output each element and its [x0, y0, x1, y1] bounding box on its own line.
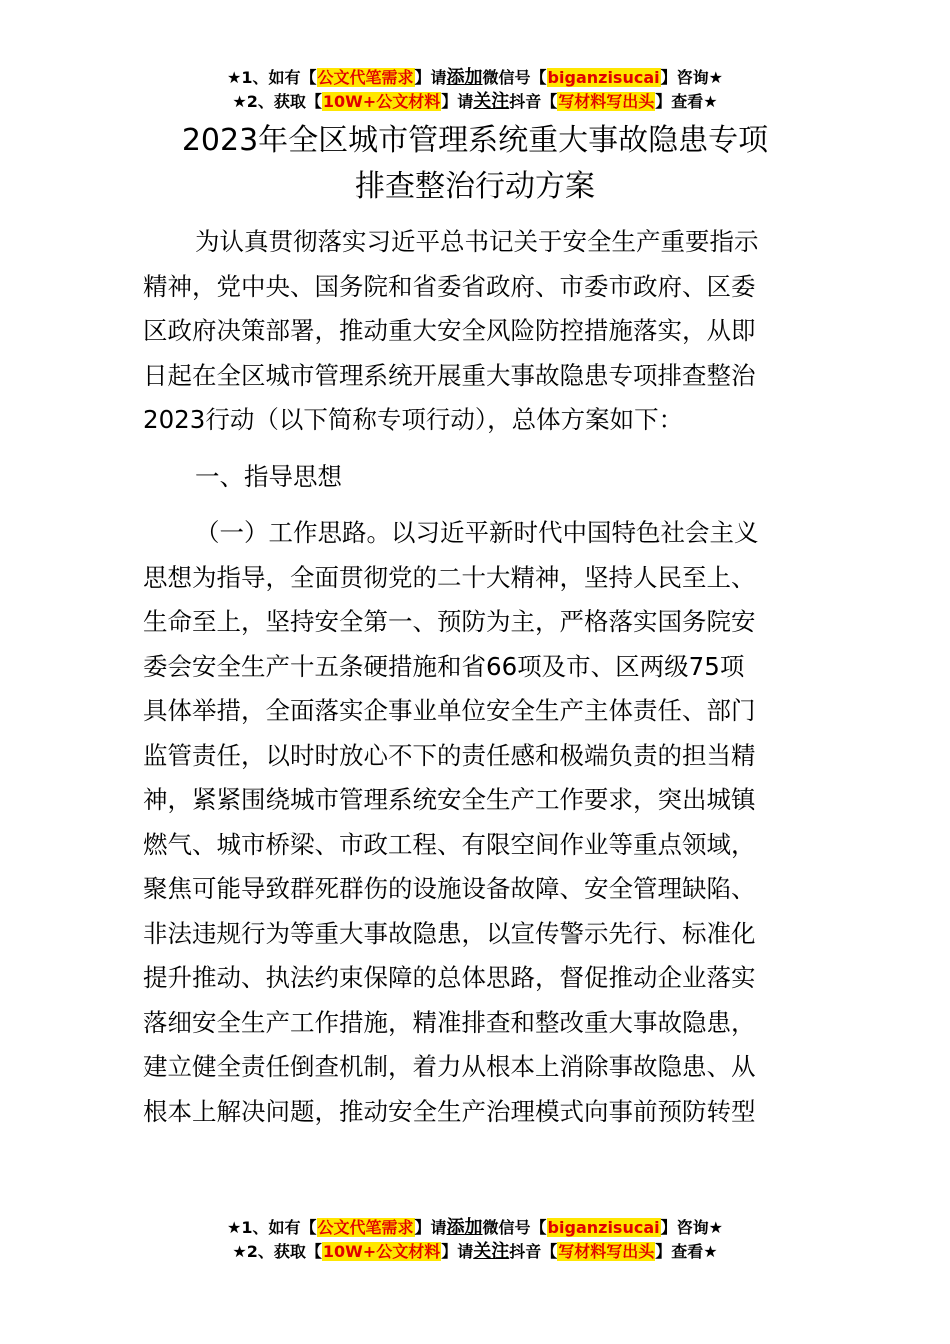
banner-highlight: 公文代笔需求: [317, 68, 414, 87]
paragraph-line: 提升推动、执法约束保障的总体思路，督促推动企业落实: [143, 963, 756, 992]
banner-highlight: 写材料写出头: [558, 1242, 655, 1261]
paragraph-line: 区政府决策部署，推动重大安全风险防控措施落实，从即: [143, 316, 756, 345]
banner-text: 抖音【: [509, 1242, 558, 1261]
section-heading: 一、指导思想: [195, 461, 342, 491]
spacer: [143, 499, 811, 511]
paragraph-line: 生命至上，坚持安全第一、预防为主，严格落实国务院安: [143, 607, 756, 636]
title-line-1: 2023年全区城市管理系统重大事故隐患专项: [181, 123, 769, 158]
banner-line-2: [0, 90, 950, 114]
paragraph-line: 思想为指导，全面贯彻党的二十大精神，坚持人民至上、: [143, 562, 756, 592]
banner-text: 微信号【: [482, 1218, 547, 1237]
paragraph-line: 聚焦可能导致群死群伤的设施设备故障、安全管理缺陷、: [143, 874, 756, 903]
paragraph-line: 落细安全生产工作措施，精准排查和整改重大事故隐患，: [143, 1007, 756, 1037]
banner-text: ★1、如有【: [227, 68, 317, 87]
paragraph-line: 建立健全责任倒查机制，着力从根本上消除事故隐患、从: [143, 1052, 756, 1081]
banner-highlight: 10W+公文材料: [322, 92, 441, 111]
banner-text: 】咨询★: [660, 68, 723, 87]
banner-text: 】请: [441, 1242, 474, 1261]
footer-banner: [0, 1216, 950, 1264]
title-line-2: 排查整治行动方案: [355, 169, 595, 204]
paragraph-line: 监管责任，以时时放心不下的责任感和极端负责的担当精: [143, 740, 756, 770]
banner-highlight: biganzisucai: [547, 68, 660, 87]
banner-text: ★1、如有【: [227, 1218, 317, 1237]
banner-text: 】请: [441, 92, 474, 111]
banner-highlight: 公文代笔需求: [317, 1218, 414, 1237]
banner-emphasis: 关注: [473, 1241, 510, 1262]
paragraph-line: 根本上解决问题，推动安全生产治理模式向事前预防转型: [143, 1096, 756, 1126]
spacer: [143, 443, 811, 455]
paragraph-line: （一）工作思路。以习近平新时代中国特色社会主义: [195, 518, 759, 547]
banner-highlight: 10W+公文材料: [322, 1242, 441, 1261]
banner-text: 】咨询★: [660, 1218, 723, 1237]
header-banner: [0, 66, 950, 114]
banner-text: 】请: [414, 1218, 447, 1237]
paragraph-line: 委会安全生产十五条硬措施和省66项及市、区两级75项: [143, 651, 745, 681]
paragraph-line: 神，紧紧围绕城市管理系统安全生产工作要求，突出城镇: [143, 785, 756, 814]
banner-text: 】请: [414, 68, 447, 87]
banner-emphasis: 添加: [446, 67, 483, 88]
paragraph-line: 2023行动（以下简称专项行动），总体方案如下：: [143, 405, 684, 434]
paragraph-line: 精神，党中央、国务院和省委省政府、市委市政府、区委: [143, 271, 756, 301]
banner-text: 】查看★: [655, 92, 718, 111]
banner-text: ★2、获取【: [232, 1242, 322, 1261]
banner-line-1: [0, 66, 950, 90]
banner-text: 抖音【: [509, 92, 558, 111]
banner-emphasis: 添加: [446, 1217, 483, 1238]
banner-line-2: [0, 1240, 950, 1264]
paragraph-line: 燃气、城市桥梁、市政工程、有限空间作业等重点领域，: [143, 829, 756, 859]
banner-text: 微信号【: [482, 68, 547, 87]
paragraph-line: 非法违规行为等重大事故隐患，以宣传警示先行、标准化: [143, 918, 756, 948]
banner-emphasis: 关注: [473, 91, 510, 112]
paragraph-line: 日起在全区城市管理系统开展重大事故隐患专项排查整治: [143, 360, 756, 390]
paragraph-line: 具体举措，全面落实企事业单位安全生产主体责任、部门: [143, 696, 756, 725]
document-title: [0, 118, 950, 210]
banner-line-1: [0, 1216, 950, 1240]
banner-highlight: biganzisucai: [547, 1218, 660, 1237]
paragraph-line: 为认真贯彻落实习近平总书记关于安全生产重要指示: [195, 227, 759, 256]
banner-text: 】查看★: [655, 1242, 718, 1261]
banner-text: ★2、获取【: [232, 92, 322, 111]
banner-highlight: 写材料写出头: [558, 92, 655, 111]
document-body: [143, 220, 811, 1134]
